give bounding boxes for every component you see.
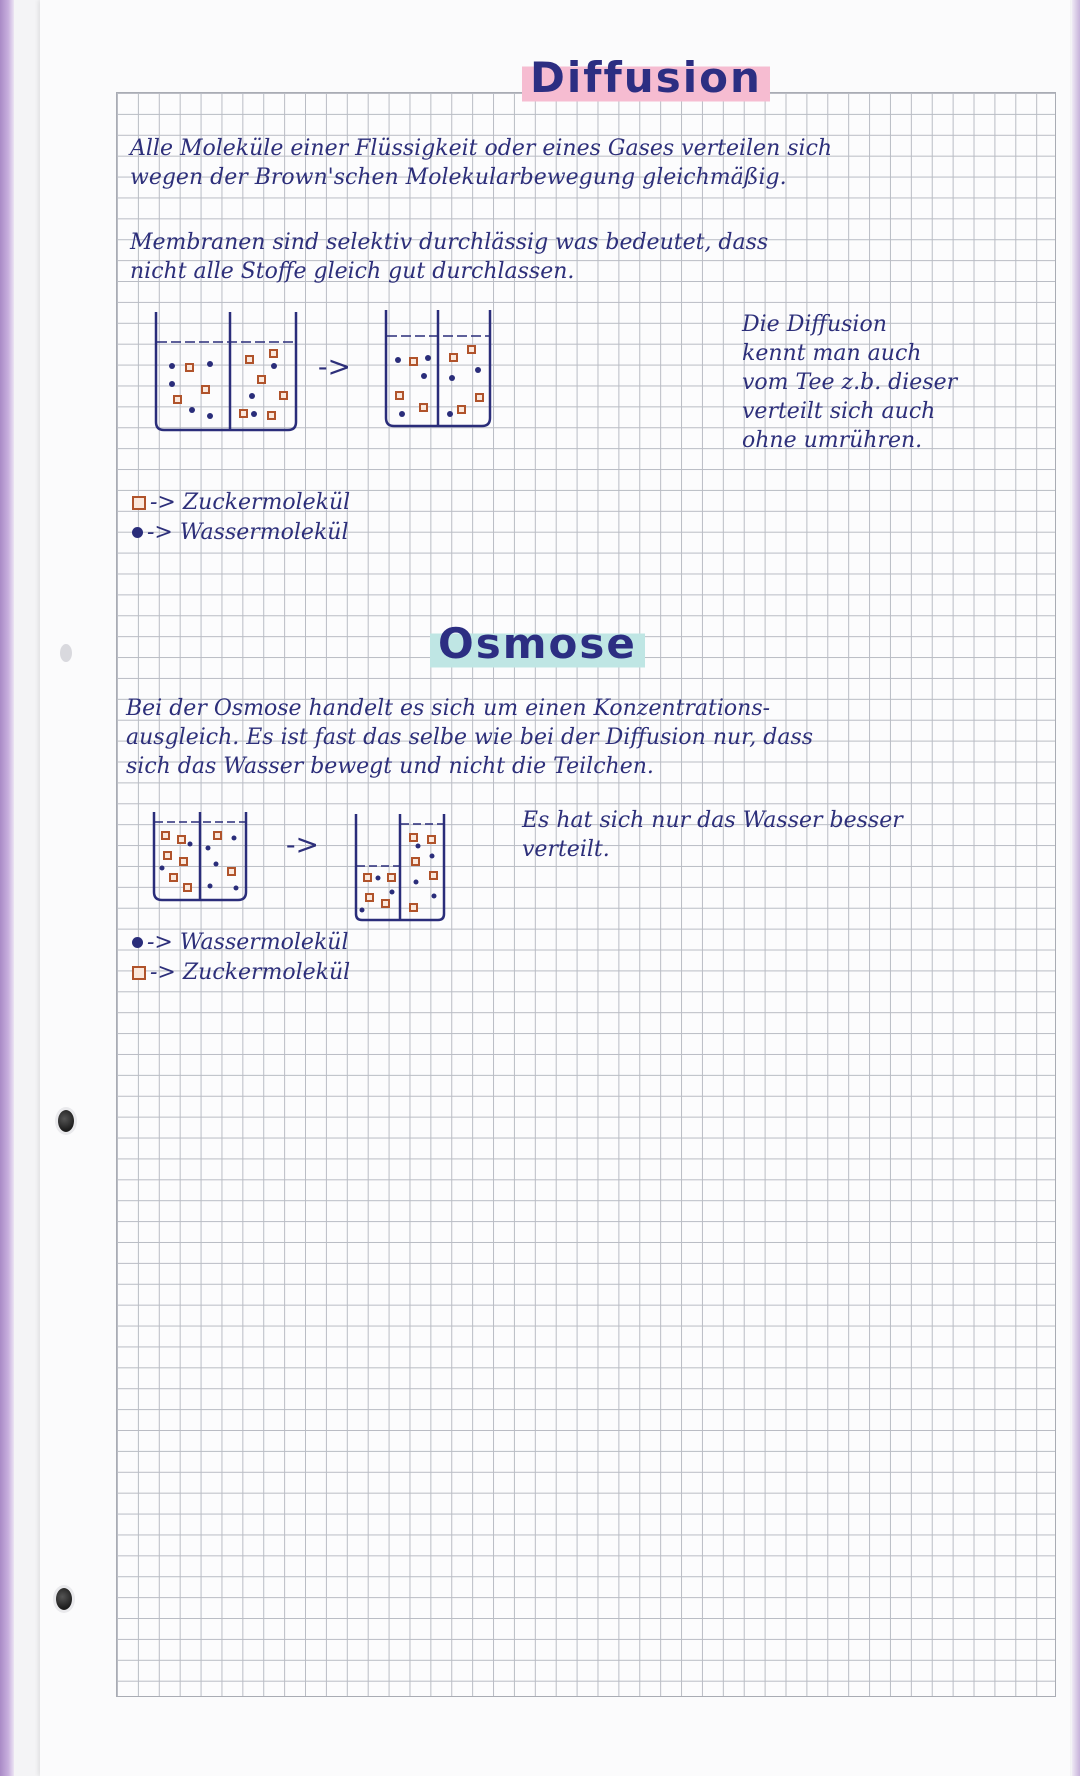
osmose-side-note-line-1: Es hat sich nur das Wasser besser	[522, 808, 903, 833]
water-molecule-icon	[132, 937, 143, 948]
diffusion-legend-water-label: -> Wassermolekül	[147, 520, 349, 545]
osmose-beaker-before	[150, 808, 250, 904]
punch-hole-icon	[58, 1110, 74, 1132]
diffusion-arrow: ->	[318, 350, 351, 383]
osmose-legend-water	[132, 930, 349, 955]
osmose-paragraph-line-3: sich das Wasser bewegt und nicht die Teilchen.	[126, 754, 654, 779]
osmose-legend-sugar	[132, 960, 350, 985]
diffusion-legend-sugar	[132, 490, 350, 515]
diffusion-side-note-line-2: kennt man auch	[742, 341, 922, 366]
osmose-arrow: ->	[286, 828, 319, 861]
diffusion-legend-water	[132, 520, 349, 545]
diffusion-beaker-before	[150, 306, 300, 436]
osmose-side-note-line-2: verteilt.	[522, 837, 610, 862]
diffusion-legend-sugar-label: -> Zuckermolekül	[150, 490, 351, 515]
diffusion-paragraph-2-line-1: Membranen sind selektiv durchlässig was bedeutet, dass	[130, 230, 769, 255]
osmose-paragraph-line-1: Bei der Osmose handelt es sich um einen Konzentrations-	[126, 696, 771, 721]
osmose-title: Osmose	[430, 618, 645, 670]
punch-hole-icon	[56, 1588, 72, 1610]
osmose-paragraph-line-2: ausgleich. Es ist fast das selbe wie bei der Diffusion nur, dass	[126, 725, 814, 750]
diffusion-side-note-line-4: verteilt sich auch	[742, 399, 936, 424]
diffusion-side-note-line-3: vom Tee z.b. dieser	[742, 370, 958, 395]
diffusion-paragraph-1-line-2: wegen der Brown'schen Molekularbewegung gleichmäßig.	[130, 165, 787, 190]
osmose-legend-sugar-label: -> Zuckermolekül	[150, 960, 351, 985]
page-edge	[1072, 0, 1080, 1776]
punch-hole-icon	[60, 644, 72, 662]
osmose-legend-water-label: -> Wassermolekül	[147, 930, 349, 955]
diffusion-paragraph-1-line-1: Alle Moleküle einer Flüssigkeit oder eines Gases verteilen sich	[130, 136, 833, 161]
diffusion-title: Diffusion	[522, 52, 770, 104]
sugar-molecule-icon	[132, 496, 146, 510]
diffusion-beaker-after	[380, 306, 496, 432]
sugar-molecule-icon	[132, 966, 146, 980]
water-molecule-icon	[132, 527, 143, 538]
diffusion-paragraph-2-line-2: nicht alle Stoffe gleich gut durchlassen.	[130, 259, 575, 284]
osmose-beaker-after	[352, 810, 448, 924]
diffusion-side-note-line-1: Die Diffusion	[742, 312, 887, 337]
diffusion-side-note-line-5: ohne umrühren.	[742, 428, 923, 453]
binder-edge	[0, 0, 14, 1776]
